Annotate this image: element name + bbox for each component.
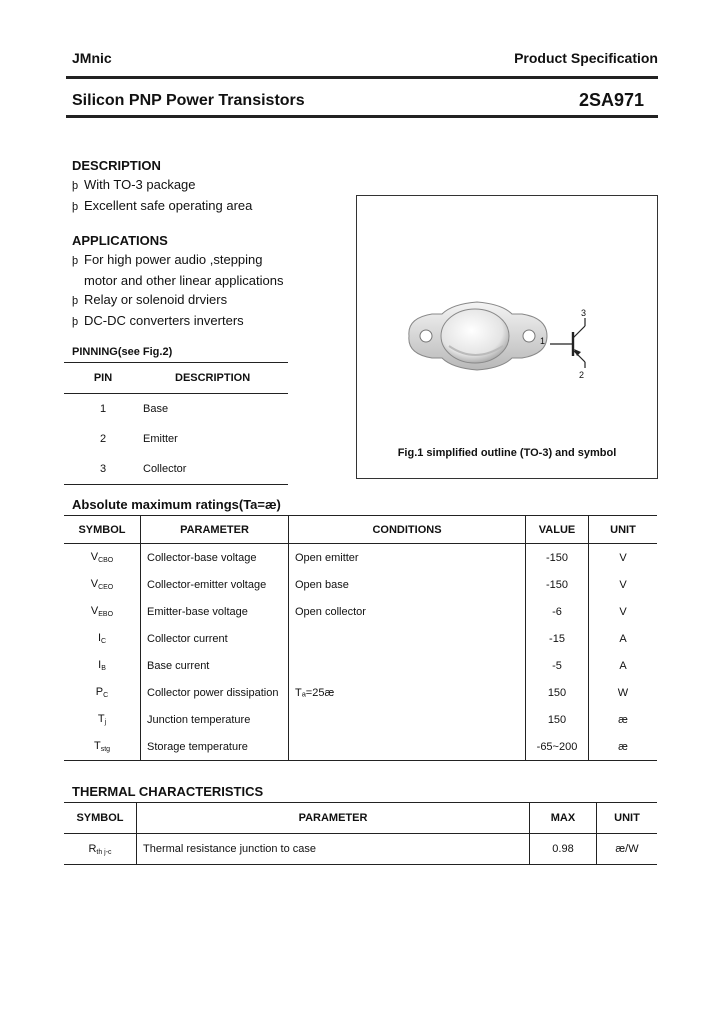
pnp-transistor-symbol (357, 196, 657, 436)
table-row: $V_{CEO}$ Collector-emitter voltage Open base -150 V (64, 571, 657, 598)
description-list (72, 175, 252, 217)
list-item: þ With TO-3 package (72, 175, 252, 196)
pinning-table (64, 362, 288, 485)
pin-label-emitter: 2 (579, 370, 585, 380)
list-item: þ Excellent safe operating area (72, 196, 252, 217)
bullet-icon: þ (72, 316, 79, 328)
col-description: DESCRIPTION (175, 372, 251, 384)
bullet-icon: þ (72, 180, 79, 192)
header-rule (66, 76, 658, 79)
title-rule (66, 115, 658, 118)
table-row: $P_C$ Collector power dissipation Tₐ=25æ 150 W (64, 679, 657, 706)
table-header (64, 363, 288, 394)
pinning-title: PINNING(see Fig.2) (72, 346, 173, 358)
list-item: þ For high power audio ,stepping (72, 250, 283, 271)
list-item: þ Relay or solenoid drviers (72, 290, 283, 311)
applications-heading: APPLICATIONS (72, 233, 168, 248)
table-row: 3 Collector (64, 454, 288, 485)
table-header: SYMBOL PARAMETER MAX UNIT (64, 803, 657, 834)
applications-list (72, 250, 283, 332)
bullet-icon: þ (72, 295, 79, 307)
list-item: þ DC-DC converters inverters (72, 311, 283, 332)
table-row: $V_{CBO}$ Collector-base voltage Open emitter -150 V (64, 544, 657, 572)
table-row: $I_C$ Collector current -15 A (64, 625, 657, 652)
thermal-title: THERMAL CHARACTERISTICS (72, 784, 264, 799)
product-title: Silicon PNP Power Transistors (72, 92, 305, 109)
part-number: 2SA971 (578, 90, 644, 110)
ratings-title: Absolute maximum ratings(Ta=æ) (72, 497, 281, 512)
list-item: motor and other linear applications (84, 273, 284, 288)
table-row: $T_{stg}$ Storage temperature -65~200 æ (64, 733, 657, 761)
table-row: $I_B$ Base current -5 A (64, 652, 657, 679)
bullet-icon: þ (72, 201, 79, 213)
thermal-table (64, 802, 657, 865)
col-pin: PIN (93, 372, 113, 384)
ratings-table (64, 515, 657, 761)
figure-caption: Fig.1 simplified outline (TO-3) and symbol (397, 447, 617, 459)
document-type: Product Specification (514, 50, 658, 66)
pin-label-collector: 3 (581, 308, 587, 318)
bullet-icon: þ (72, 255, 79, 267)
table-row: 2 Emitter (99, 433, 178, 445)
table-header: SYMBOL PARAMETER CONDITIONS VALUE UNIT (64, 516, 657, 544)
table-row: $V_{EBO}$ Emitter-base voltage Open collector -6 V (64, 598, 657, 625)
description-heading: DESCRIPTION (72, 158, 161, 173)
table-row: $R_{th j-c}$ Thermal resistance junction to case 0.98 æ/W (64, 834, 657, 865)
figure-box (356, 195, 658, 479)
pin-label-base: 1 (540, 336, 546, 346)
table-row: $T_j$ Junction temperature 150 æ (64, 706, 657, 733)
table-row: 1 Base (99, 403, 169, 415)
company-name: JMnic (72, 50, 112, 66)
